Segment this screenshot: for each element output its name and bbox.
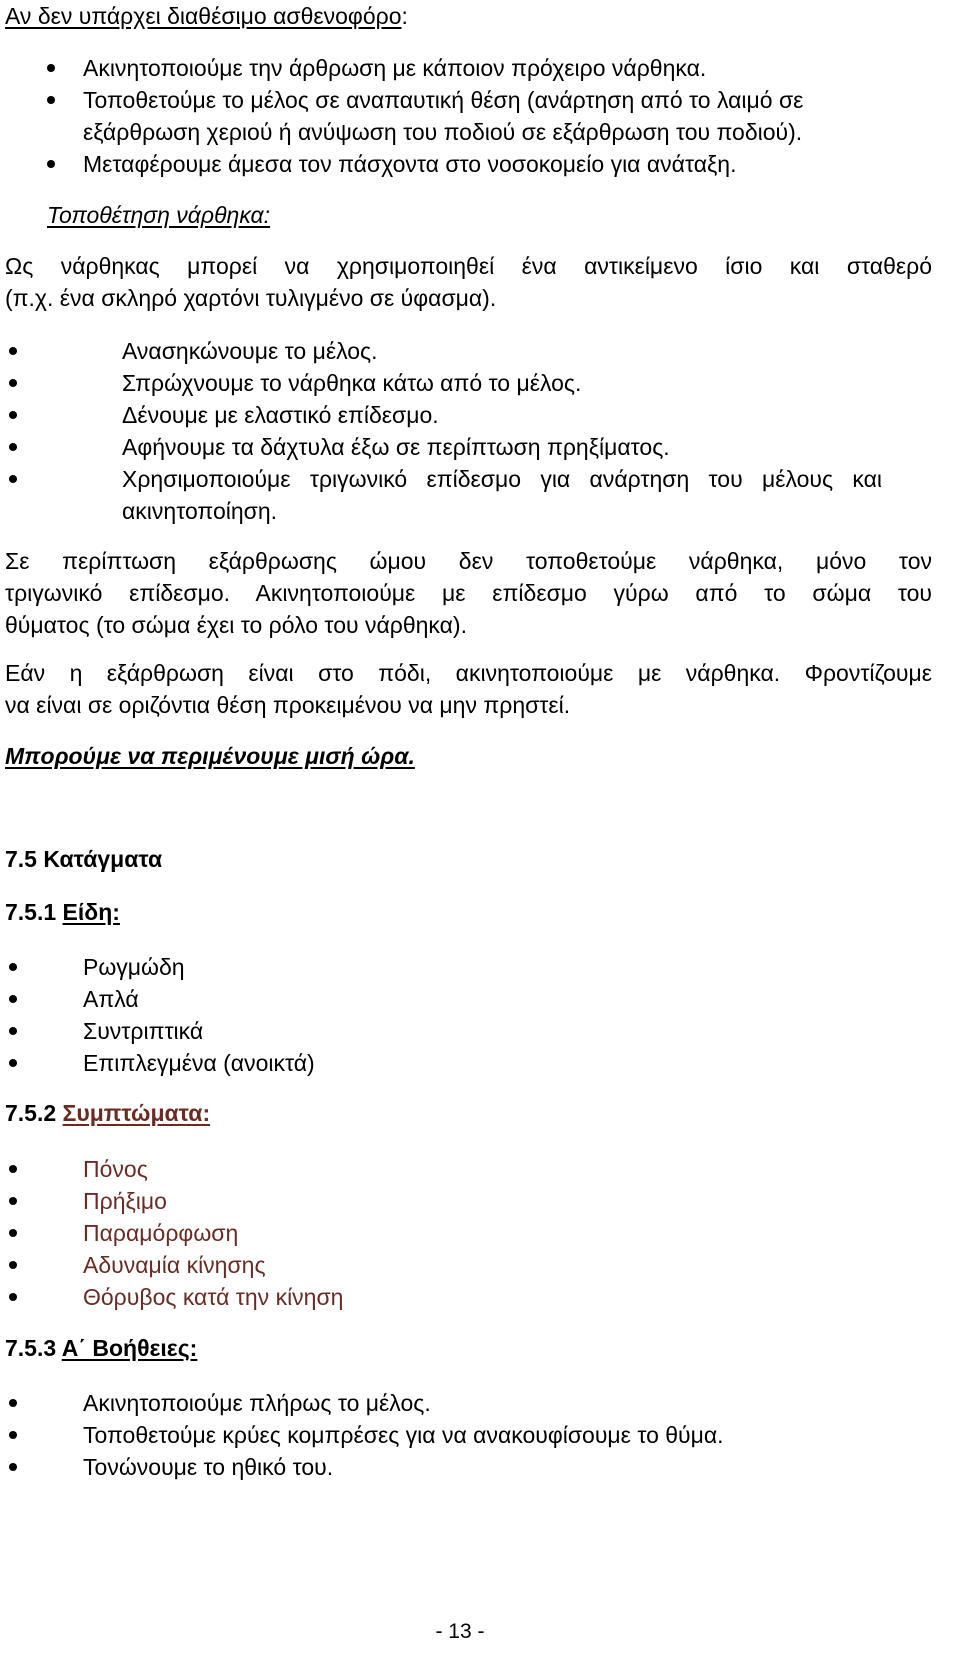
bullet xyxy=(9,1261,17,1269)
list-item-continuation: ακινητοποίηση. xyxy=(122,498,278,524)
list-item: Συντριπτικά xyxy=(83,1018,204,1044)
bullet xyxy=(9,475,17,483)
bullet xyxy=(9,347,17,355)
bullet xyxy=(9,379,17,387)
splint-heading: Τοποθέτηση νάρθηκα: xyxy=(47,202,271,228)
bullet xyxy=(9,995,17,1003)
subsection-heading-first-aid: 7.5.3 Α΄ Βοήθειες: xyxy=(5,1335,198,1361)
paragraph-line: θύματος (το σώμα έχει το ρόλο του νάρθηκα). xyxy=(5,612,467,638)
list-item: Πόνος xyxy=(83,1156,148,1182)
list-item: Ανασηκώνουμε το μέλος. xyxy=(122,338,378,364)
bullet xyxy=(9,963,17,971)
list-item: Παραμόρφωση xyxy=(83,1220,239,1246)
list-item: Τονώνουμε το ηθικό του. xyxy=(83,1454,334,1480)
list-item: Θόρυβος κατά την κίνηση xyxy=(83,1284,344,1310)
list-item-continuation: εξάρθρωση χεριού ή ανύψωση του ποδιού σε εξάρθρωση του ποδιού). xyxy=(83,119,803,145)
bullet xyxy=(47,96,55,104)
paragraph-line: Σε περίπτωση εξάρθρωσης ώμου δεν τοποθετούμε νάρθηκα, μόνο τον xyxy=(5,548,932,574)
paragraph-line: τριγωνικό επίδεσμο. Ακινητοποιούμε με επίδεσμο γύρω από το σώμα του xyxy=(5,580,932,606)
list-item: Αδυναμία κίνησης xyxy=(83,1252,266,1278)
bullet xyxy=(9,1293,17,1301)
paragraph-line: Εάν η εξάρθρωση είναι στο πόδι, ακινητοποιούμε με νάρθηκα. Φροντίζουμε xyxy=(5,660,932,686)
paragraph-line: να είναι σε οριζόντια θέση προκειμένου να μην πρηστεί. xyxy=(5,692,571,718)
list-item: Δένουμε με ελαστικό επίδεσμο. xyxy=(122,402,439,428)
list-item: Μεταφέρουμε άμεσα τον πάσχοντα στο νοσοκομείο για ανάταξη. xyxy=(83,151,737,177)
list-item: Ακινητοποιούμε πλήρως το μέλος. xyxy=(83,1390,431,1416)
wait-note: Μπορούμε να περιμένουμε μισή ώρα. xyxy=(5,743,415,769)
paragraph-line: Ως νάρθηκας μπορεί να χρησιμοποιηθεί ένα αντικείμενο ίσιο και σταθερό xyxy=(5,253,932,279)
list-item: Τοποθετούμε κρύες κομπρέσες για να ανακουφίσουμε το θύμα. xyxy=(83,1422,724,1448)
bullet xyxy=(47,64,55,72)
bullet xyxy=(9,1059,17,1067)
bullet xyxy=(9,411,17,419)
list-item: Τοποθετούμε το μέλος σε αναπαυτική θέση (ανάρτηση από το λαιμό σε xyxy=(83,87,804,113)
list-item: Ρωγμώδη xyxy=(83,954,185,980)
bullet xyxy=(9,1229,17,1237)
bullet xyxy=(9,1165,17,1173)
bullet xyxy=(9,1399,17,1407)
subsection-heading-types: 7.5.1 Είδη: xyxy=(5,899,120,925)
list-item: Σπρώχνουμε το νάρθηκα κάτω από το μέλος. xyxy=(122,370,582,396)
list-item: Χρησιμοποιούμε τριγωνικό επίδεσμο για ανάρτηση του μέλους και xyxy=(122,466,882,492)
list-item: Πρήξιμο xyxy=(83,1188,167,1214)
section-title: 7.5 Κατάγματα xyxy=(5,846,163,872)
page-number: - 13 - xyxy=(435,1620,485,1643)
bullet xyxy=(9,1027,17,1035)
paragraph-line: (π.χ. ένα σκληρό χαρτόνι τυλιγμένο σε ύφασμα). xyxy=(5,285,497,311)
intro-heading: Αν δεν υπάρχει διαθέσιμο ασθενοφόρο: xyxy=(5,3,408,29)
bullet xyxy=(9,1431,17,1439)
bullet xyxy=(47,160,55,168)
list-item: Επιπλεγμένα (ανοικτά) xyxy=(83,1050,315,1076)
bullet xyxy=(9,1197,17,1205)
list-item: Αφήνουμε τα δάχτυλα έξω σε περίπτωση πρηξίματος. xyxy=(122,434,670,460)
subsection-heading-symptoms: 7.5.2 Συμπτώματα: xyxy=(5,1100,211,1126)
list-item: Απλά xyxy=(83,986,139,1012)
bullet xyxy=(9,443,17,451)
list-item: Ακινητοποιούμε την άρθρωση με κάποιον πρόχειρο νάρθηκα. xyxy=(83,55,707,81)
bullet xyxy=(9,1463,17,1471)
